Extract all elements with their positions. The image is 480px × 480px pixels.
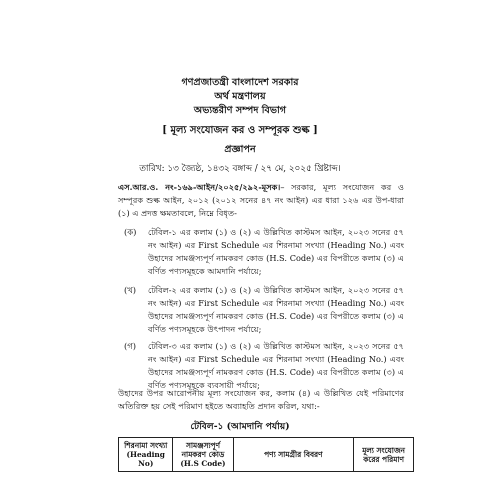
division-name: অভ্যন্তরীণ সম্পদ বিভাগ <box>193 105 287 116</box>
header-vat-amount: মূল্য সংযোজন করের পরিমাণ <box>354 438 414 472</box>
table-title: টেবিল-১ (আমদানি পর্যায়) <box>190 421 290 432</box>
clause-text: টেবিল-১ এর কলাম (১) ও (২) এ উল্লিখিত কাস্টমস আইন, ২০২৩ সনের ৫৭ নং আইন) এর First Schedule এর শিরনামা সংখ্যা (Heading No.) এবং উহাদের সামঞ্জস্যপূর্ণ নামকরণ কোড (H.S. Code) এর বিপরীতে কলাম (৩) এ বর্ণিত পণ্যসমূহকে আমদানি পর্যায়ে; <box>148 227 404 276</box>
header-hs-code: সামঞ্জস্যপূর্ণ নামকরণ কোড (H.S Code) <box>173 438 233 472</box>
clause-label: (খ) <box>124 285 137 295</box>
header-description: পণ্য সামগ্রীর বিবরণ <box>233 438 354 472</box>
notification-heading: প্রজ্ঞাপন <box>224 144 256 155</box>
intro-paragraph <box>118 181 404 220</box>
clause-label: (গ) <box>124 341 137 351</box>
ministry-name: অর্থ মন্ত্রণালয় <box>214 91 266 102</box>
header-heading-no: শিরনামা সংখ্যা (Heading No) <box>119 438 173 472</box>
closing-paragraph: উহাদের উপর আরোপনীয় মূল্য সংযোজন কর, কলাম (৪) এ উল্লিখিত যেই পরিমাণের অতিরিক্ত হয় সেই পরিমাণ হইতে অব্যাহতি প্রদান করিল, যথা:- <box>118 388 404 411</box>
clause-text: টেবিল-২ এর কলাম (১) ও (২) এ উল্লিখিত কাস্টমস আইন, ২০২৩ সনের ৫৭ নং আইন) এর First Schedule এর শিরনামা সংখ্যা (Heading No.) এবং উহাদের সামঞ্জস্যপূর্ণ নামকরণ কোড (H.S. Code) এর বিপরীতে কলাম (৩) এ বর্ণিত পণ্যসমূহকে উৎপাদন পর্যায়ে; <box>148 285 404 334</box>
table-header-row <box>119 438 414 472</box>
government-name: গণপ্রজাতন্ত্রী বাংলাদেশ সরকার <box>181 77 299 88</box>
schedule-table <box>118 437 414 472</box>
date-line: তারিখ: ১৩ জ্যৈষ্ঠ, ১৪৩২ বঙ্গাব্দ / ২৭ মে, ২০২৫ খ্রিষ্টাব্দ। <box>139 164 341 174</box>
intro-text: – সরকার, মূল্য সংযোজন কর ও সম্পূরক শুল্ক আইন, ২০১২ (২০১২ সনের ৪৭ নং আইন) এর ধারা ১২৬ এর উপ-ধারা (১) এ প্রদত্ত ক্ষমতাবলে, নিম্নে বিধৃত- <box>118 182 404 218</box>
clause-label: (ক) <box>124 227 137 237</box>
clause-text: টেবিল-৩ এর কলাম (১) ও (২) এ উল্লিখিত কাস্টমস আইন, ২০২৩ সনের ৫৭ নং আইন) এর First Schedule এর শিরনামা সংখ্যা (Heading No.) এবং উহাদের সামঞ্জস্যপূর্ণ নামকরণ কোড (H.S. Code) এর বিপরীতে কলাম (৩) এ বর্ণিত পণ্যসমূহকে ব্যবসায়ী পর্যায়ে; <box>148 341 404 390</box>
sro-number: এস.আর.ও. নং-১৬৯-আইন/২০২৫/২৯২-মূসক। <box>118 182 281 192</box>
subject-heading: [ মূল্য সংযোজন কর ও সম্পূরক শুল্ক ] <box>162 125 318 136</box>
